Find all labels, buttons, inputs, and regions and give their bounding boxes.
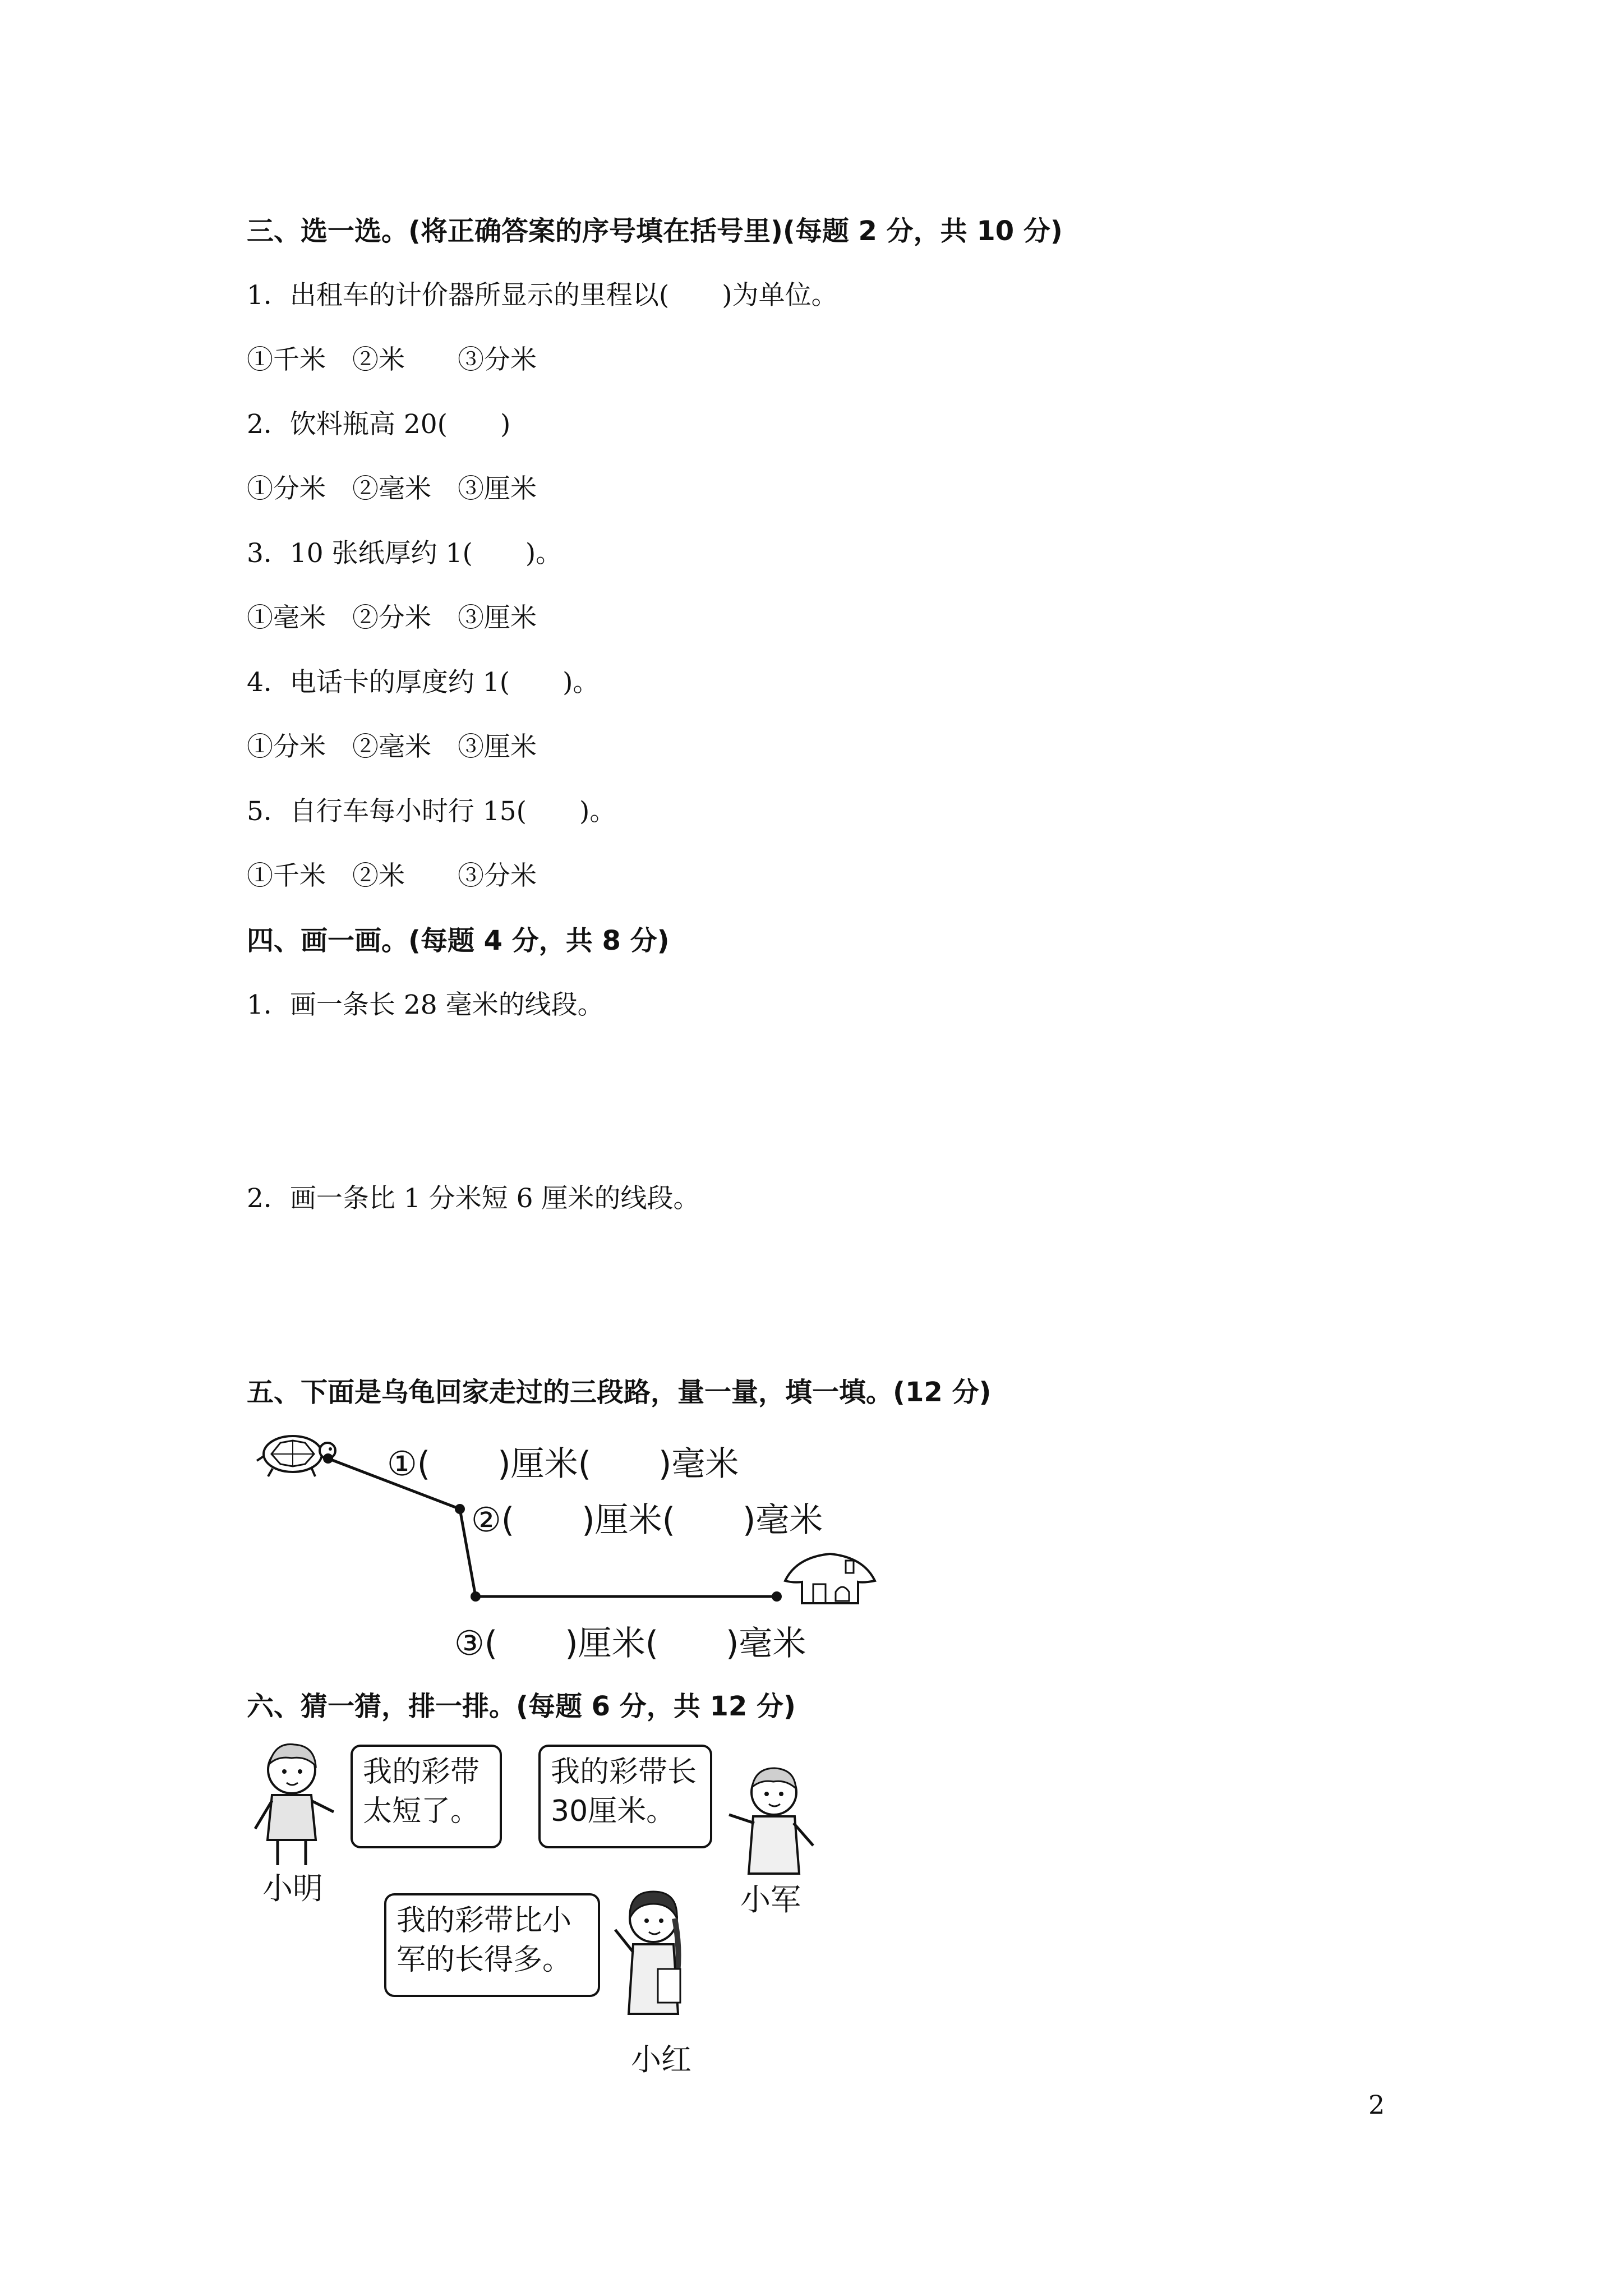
segment-1-label: ①( )厘米( )毫米: [387, 1444, 739, 1484]
girl-xiaohong-illustration: [608, 1885, 704, 2042]
path-point-2: [471, 1591, 481, 1602]
options-3-2: ①分米 ②毫米 ③厘米: [247, 473, 537, 504]
segment-2-label: ②( )厘米( )毫米: [471, 1501, 823, 1540]
name-xiaojun: 小军: [740, 1882, 801, 1917]
question-3-1: 1．出租车的计价器所显示的里程以( )为单位。: [247, 280, 838, 311]
speech-xiaojun-line2: 30厘米。: [551, 1795, 676, 1828]
speech-xiaoming-line2: 太短了。: [363, 1795, 480, 1828]
segment-3-label: ③( )厘米( )毫米: [454, 1624, 806, 1663]
options-3-5: ①千米 ②米 ③分米: [247, 861, 537, 891]
section5-heading: 五、下面是乌龟回家走过的三段路，量一量，填一填。(12 分): [247, 1377, 992, 1408]
section6-heading: 六、猜一猜，排一排。(每题 6 分，共 12 分): [247, 1691, 796, 1722]
section4-heading: 四、画一画。(每题 4 分，共 8 分): [247, 925, 670, 956]
question-3-3: 3．10 张纸厚约 1( )。: [247, 538, 562, 569]
question-3-4: 4．电话卡的厚度约 1( )。: [247, 667, 600, 698]
speech-xiaojun-line1: 我的彩带长: [551, 1755, 697, 1789]
options-3-1: ①千米 ②米 ③分米: [247, 344, 537, 375]
question-4-2: 2．画一条比 1 分米短 6 厘米的线段。: [247, 1183, 700, 1214]
options-3-4: ①分米 ②毫米 ③厘米: [247, 731, 537, 762]
speech-bubble-xiaojun: [538, 1745, 712, 1848]
boy-xiaojun-illustration: [721, 1761, 822, 1885]
options-3-3: ①毫米 ②分米 ③厘米: [247, 602, 537, 633]
speech-xiaohong-line1: 我的彩带比小: [396, 1904, 572, 1938]
boy-xiaoming-illustration: [250, 1739, 345, 1868]
name-xiaohong: 小红: [631, 2042, 691, 2077]
speech-bubble-xiaohong: [384, 1893, 600, 1997]
path-point-start: [323, 1453, 333, 1464]
speech-bubble-xiaoming: [351, 1745, 502, 1848]
section3-heading: 三、选一选。(将正确答案的序号填在括号里)(每题 2 分，共 10 分): [247, 215, 1063, 247]
question-4-1: 1．画一条长 28 毫米的线段。: [247, 990, 604, 1020]
path-point-1: [455, 1504, 465, 1514]
question-3-2: 2．饮料瓶高 20( ): [247, 409, 511, 440]
speech-xiaohong-line2: 军的长得多。: [396, 1943, 572, 1977]
speech-xiaoming-line1: 我的彩带: [363, 1755, 480, 1789]
question-3-5: 5．自行车每小时行 15( )。: [247, 796, 616, 827]
house-icon: [780, 1547, 880, 1614]
page-number: 2: [1368, 2090, 1385, 2120]
name-xiaoming: 小明: [262, 1871, 323, 1906]
